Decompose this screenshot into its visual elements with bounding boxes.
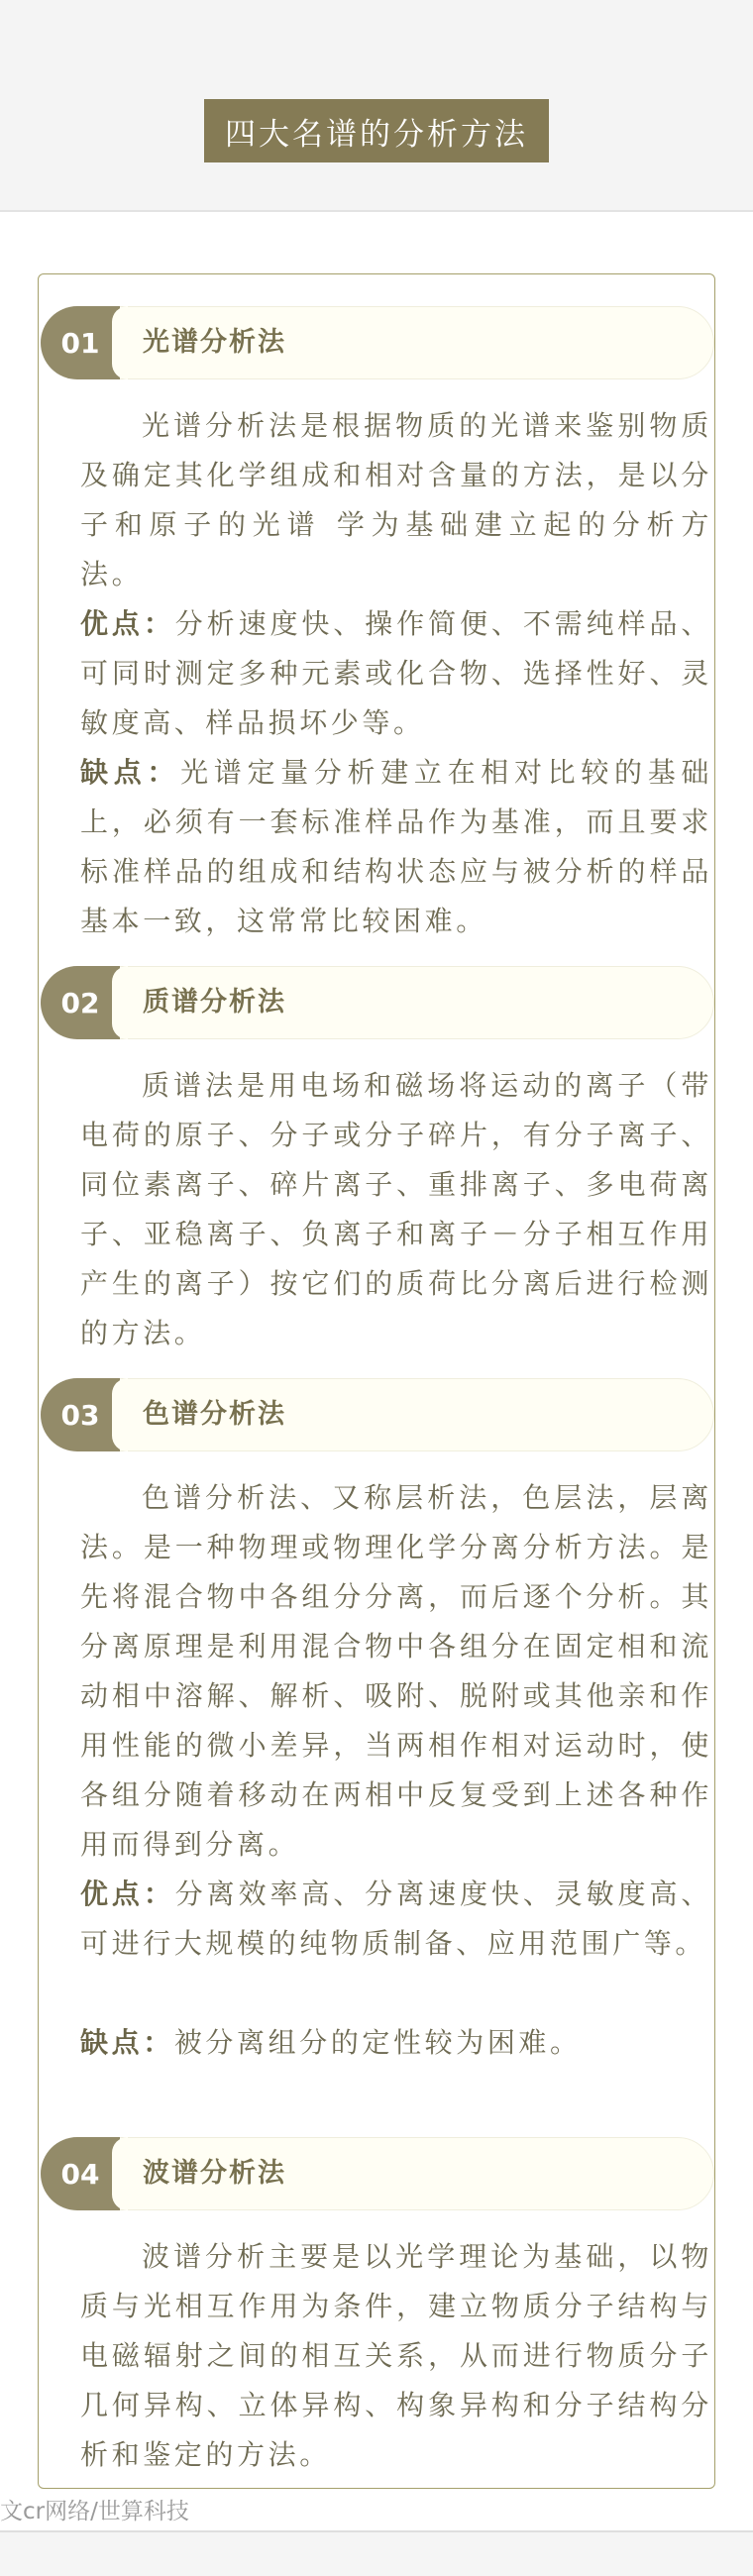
- section-number: 03: [41, 1378, 120, 1451]
- section-title: 光谱分析法: [143, 327, 286, 358]
- cons-label: 缺点：: [80, 2026, 174, 2059]
- article-body: [0, 212, 753, 2532]
- section-header-03: [41, 1378, 714, 1451]
- content-card: [38, 273, 715, 2489]
- cons-text: 被分离组分的定性较为困难。: [173, 2026, 582, 2059]
- image-credit: 文cr网络/世算科技: [0, 2499, 189, 2524]
- section-01-intro: 光谱分析法是根据物质的光谱来鉴别物质及确定其化学组成和相对含量的方法，是以分子和原子的光谱 学为基础建立起的分析方法。: [80, 409, 712, 590]
- section-04-intro: 波谱分析主要是以光学理论为基础，以物质与光相互作用为条件，建立物质分子结构与电磁辐射之间的相互关系，从而进行物质分子几何异构、立体异构、构象异构和分子结构分析和鉴定的方法。: [80, 2240, 712, 2471]
- pros-label: 优点：: [80, 1878, 175, 1910]
- pros-label: 优点：: [80, 607, 175, 640]
- section-number: 02: [41, 966, 120, 1039]
- section-title: 色谱分析法: [143, 1399, 286, 1430]
- page-title: 四大名谱的分析方法: [204, 99, 549, 162]
- header-area: [0, 0, 753, 212]
- section-01-pros: [80, 599, 712, 748]
- section-02-intro: 质谱法是用电场和磁场将运动的离子（带电荷的原子、分子或分子碎片，有分子离子、同位素离子、碎片离子、重排离子、多电荷离子、亚稳离子、负离子和离子－分子相互作用产生的离子）按它们的质荷比分离后进行检测的方法。: [80, 1069, 712, 1349]
- section-03-cons: [80, 2018, 712, 2068]
- section-01-cons: [80, 748, 712, 946]
- pros-text: 分析速度快、操作简便、不需纯样品、可同时测定多种元素或化合物、选择性好、灵敏度高、样品损坏少等。: [80, 607, 712, 739]
- section-03-pros: [80, 1870, 712, 1969]
- section-header-04: [41, 2137, 714, 2210]
- section-header-02: [41, 966, 714, 1039]
- section-03-intro: 色谱分析法、又称层析法，色层法，层离法。是一种物理或物理化学分离分析方法。是先将混合物中各组分分离，而后逐个分析。其分离原理是利用混合物中各组分在固定相和流动相中溶解、解析、吸附、脱附或其他亲和作用性能的微小差异，当两相作相对运动时，使各组分随着移动在两相中反复受到上述各种作用而得到分离。: [80, 1481, 712, 1861]
- cons-text: 光谱定量分析建立在相对比较的基础上，必须有一套标准样品作为基准，而且要求标准样品的组成和结构状态应与被分析的样品基本一致，这常常比较困难。: [80, 756, 712, 937]
- cons-label: 缺点：: [80, 756, 181, 789]
- section-number: 04: [41, 2137, 120, 2210]
- section-title: 质谱分析法: [143, 987, 286, 1018]
- pros-text: 分离效率高、分离速度快、灵敏度高、可进行大规模的纯物质制备、应用范围广等。: [80, 1878, 712, 1960]
- section-number: 01: [41, 306, 120, 379]
- section-header-01: [41, 306, 714, 379]
- section-title: 波谱分析法: [143, 2158, 286, 2189]
